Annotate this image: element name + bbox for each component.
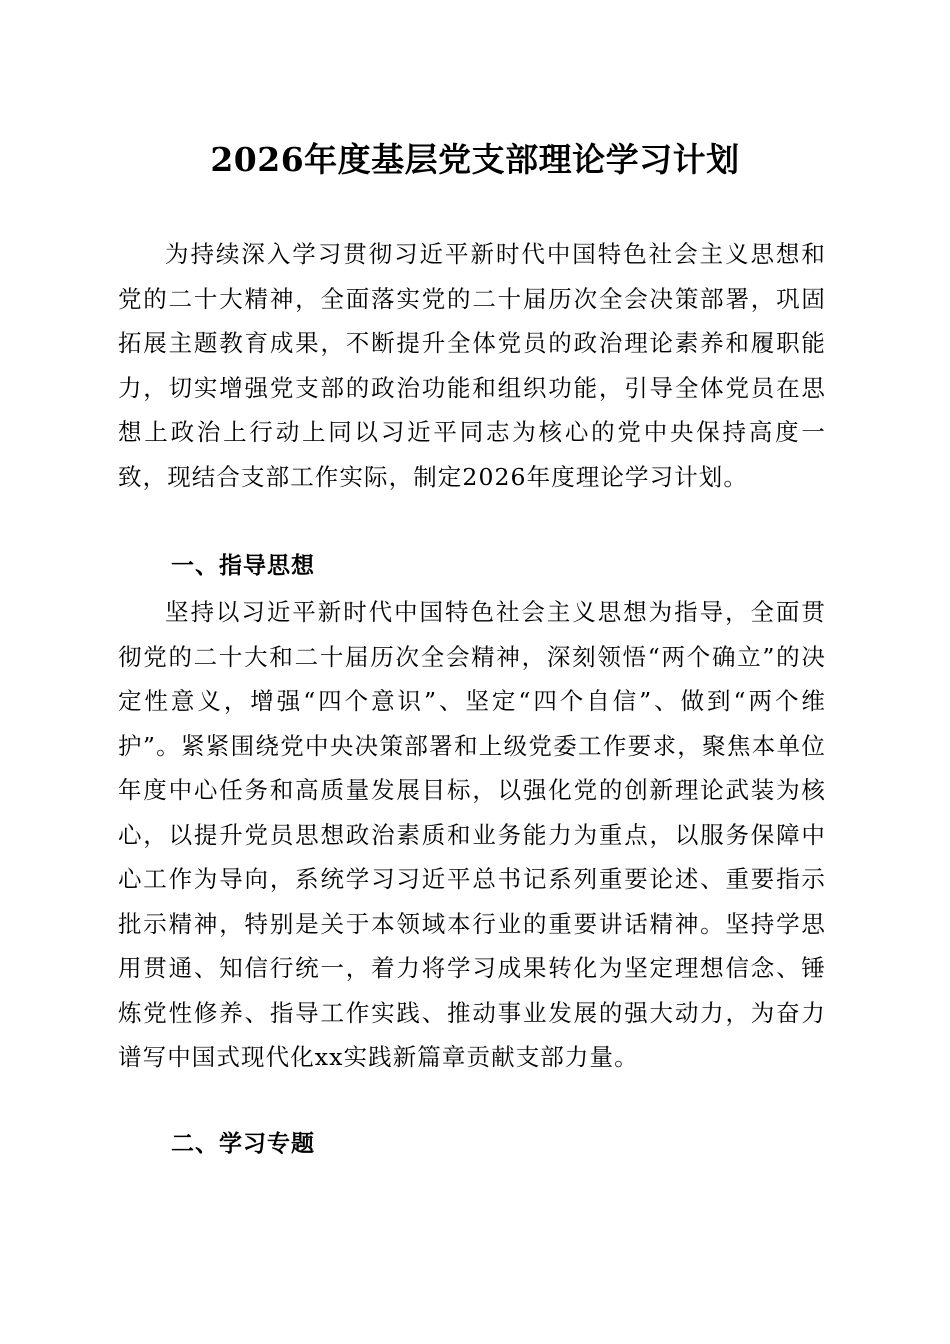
intro-paragraph: 为持续深入学习贯彻习近平新时代中国特色社会主义思想和党的二十大精神，全面落实党的二十届历次全会决策部署，巩固拓展主题教育成果，不断提升全体党员的政治理论素养和履职能力，切实增强党支部的政治功能和组织功能，引导全体党员在思想上政治上行动上同以习近平同志为核心的党中央保持高度一致，现结合支部工作实际，制定2026年度理论学习计划。 <box>118 240 826 491</box>
document-title: 2026年度基层党支部理论学习计划 <box>210 140 740 179</box>
section-heading-study-topics: 二、学习专题 <box>171 1131 315 1157</box>
section-heading-guiding-ideology: 一、指导思想 <box>171 553 315 579</box>
guiding-ideology-paragraph: 坚持以习近平新时代中国特色社会主义思想为指导，全面贯彻党的二十大和二十届历次全会精神，深刻领悟“两个确立”的决定性意义，增强“四个意识”、坚定“四个自信”、做到“两个维护”。紧紧围绕党中央决策部署和上级党委工作要求，聚焦本单位年度中心任务和高质量发展目标，以强化党的创新理论武装为核心，以提升党员思想政治素质和业务能力为重点，以服务保障中心工作为导向，系统学习习近平总书记系列重要论述、重要指示批示精神，特别是关于本领域本行业的重要讲话精神。坚持学思用贯通、知信行统一，着力将学习成果转化为坚定理想信念、锤炼党性修养、指导工作实践、推动事业发展的强大动力，为奋力谱写中国式现代化xx实践新篇章贡献支部力量。 <box>118 598 826 1071</box>
